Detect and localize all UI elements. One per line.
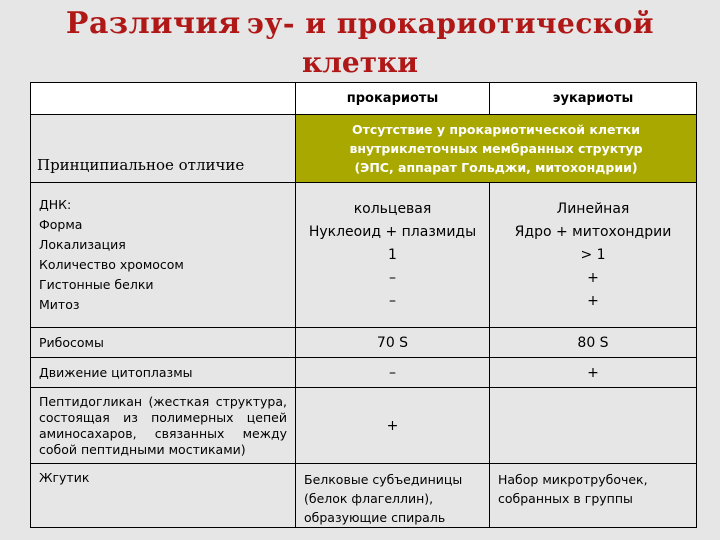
row-label-principal: Принципиальное отличие <box>31 115 296 183</box>
header-eukaryotes: эукариоты <box>490 83 697 115</box>
ribosomes-eukaryotes: 80 S <box>490 328 697 358</box>
row-label-cytoplasm: Движение цитоплазмы <box>31 358 296 388</box>
row-label-flagellum: Жгутик <box>31 464 296 528</box>
row-label-dna: ДНК: Форма Локализация Количество хромосом Гистонные белки Митоз <box>31 183 296 328</box>
table-row <box>31 183 697 328</box>
table-row <box>31 464 697 528</box>
comparison-table <box>30 82 697 528</box>
principal-difference-cell: Отсутствие у прокариотической клетки внутриклеточных мембранных структур (ЭПС, аппарат Гольджи, митохондрии) <box>296 115 697 183</box>
table-row <box>31 388 697 464</box>
table-row <box>31 358 697 388</box>
title-rest: эу- и прокариотической <box>246 7 655 40</box>
ribosomes-prokaryotes: 70 S <box>296 328 490 358</box>
flagellum-eukaryotes: Набор микротрубочек, собранных в группы <box>490 464 697 528</box>
row-label-ribosomes: Рибосомы <box>31 328 296 358</box>
peptidoglycan-prokaryotes: + <box>296 388 490 464</box>
flagellum-prokaryotes: Белковые субъединицы (белок флагеллин), образующие спираль <box>296 464 490 528</box>
table-row <box>31 115 697 183</box>
title-word: Различия <box>65 6 241 41</box>
table-header-row <box>31 83 697 115</box>
page-title-line2: клетки <box>301 46 419 79</box>
row-label-peptidoglycan: Пептидогликан (жесткая структура, состоящая из полимерных цепей аминосахаров, связанных между собой пептидными мостиками) <box>31 388 296 464</box>
dna-prokaryotes: кольцевая Нуклеоид + плазмиды 1 – – <box>296 183 490 328</box>
header-empty <box>31 83 296 115</box>
cytoplasm-prokaryotes: – <box>296 358 490 388</box>
header-prokaryotes: прокариоты <box>296 83 490 115</box>
page-title <box>0 6 720 41</box>
table-row <box>31 328 697 358</box>
dna-eukaryotes: Линейная Ядро + митохондрии > 1 + + <box>490 183 697 328</box>
cytoplasm-eukaryotes: + <box>490 358 697 388</box>
peptidoglycan-eukaryotes <box>490 388 697 464</box>
